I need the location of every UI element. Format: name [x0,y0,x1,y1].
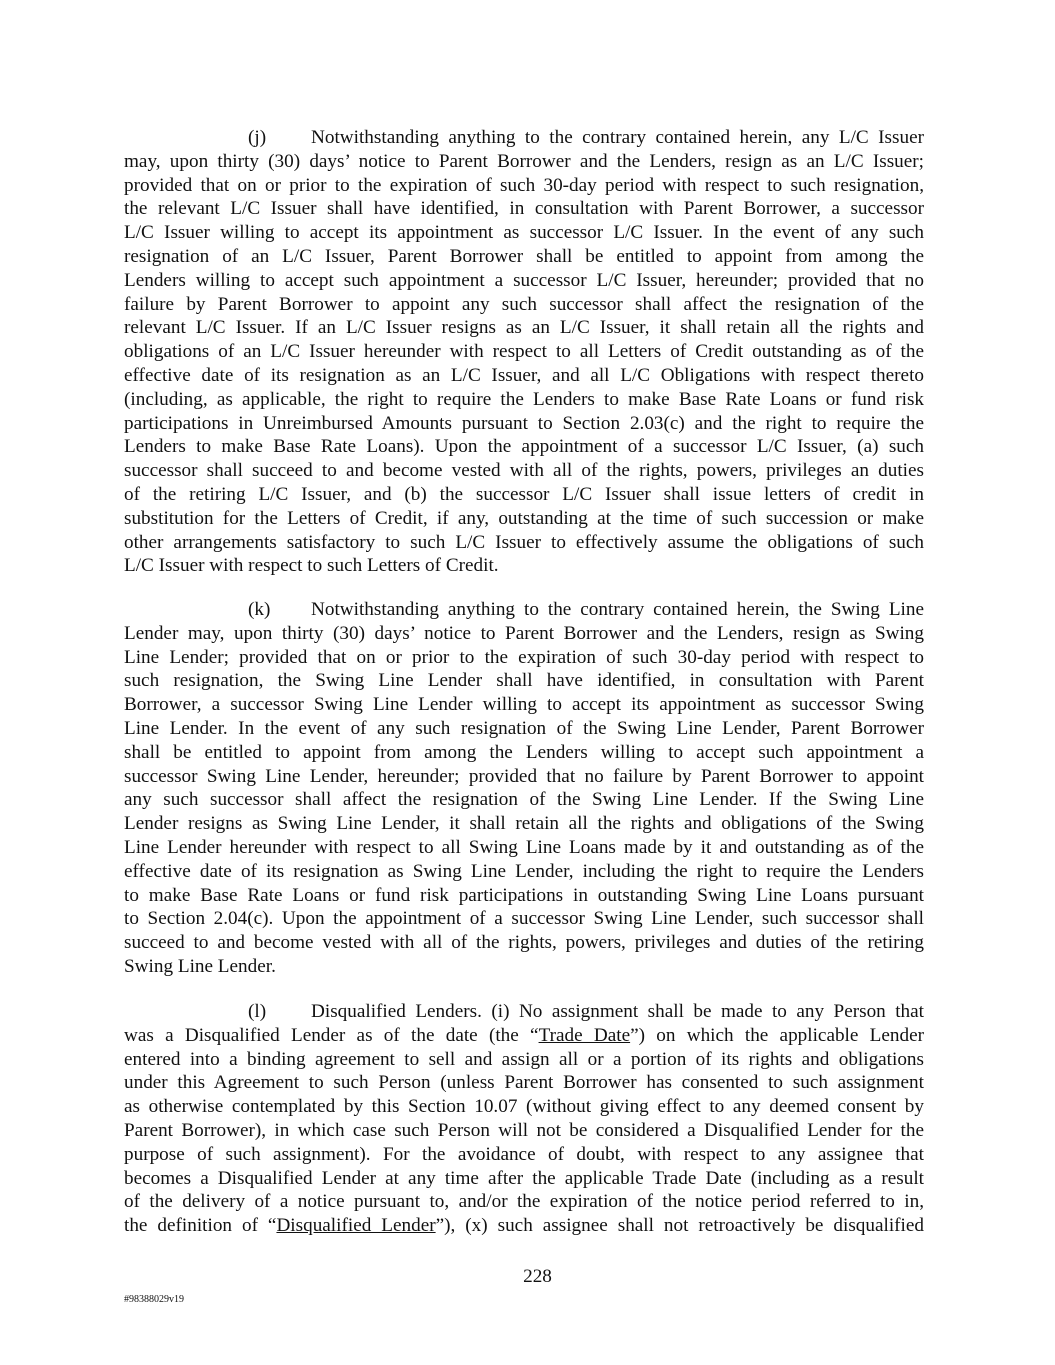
text-line: Borrower, a successor Swing Line Lender willing to accept its appointment as successor Swing [124,694,924,716]
paragraph-label: (l) [248,1001,267,1022]
text-line: purpose of such assignment). For the avoidance of doubt, with respect to any assignee that [124,1143,924,1165]
text-line: (including, as applicable, the right to require the Lenders to make Base Rate Loans or fund risk [124,388,924,410]
text-line: may, upon thirty (30) days’ notice to Parent Borrower and the Lenders, resign as an L/C Issuer; [124,150,924,172]
text-line: provided that on or prior to the expiration of such 30-day period with respect to such resignation, [124,174,924,196]
text-line: Lenders willing to accept such appointment a successor L/C Issuer, hereunder; provided that no [124,269,924,291]
text-line: Line Lender hereunder with respect to all Swing Line Loans made by it and outstanding as of the [124,836,924,858]
text-line: effective date of its resignation as an L/C Issuer, and all L/C Obligations with respect thereto [124,364,924,386]
paragraph-j [124,126,924,578]
text-line: succeed to and become vested with all of the rights, powers, privileges and duties of the retiring [124,932,924,954]
line-segment: ”), (x) such assignee shall not retroactively be disqualified [435,1215,925,1237]
text-line: of the delivery of a notice pursuant to, and/or the expiration of the notice period referred to in, [124,1191,924,1213]
text-line: other arrangements satisfactory to such L/C Issuer to effectively assume the obligations of such [124,531,924,553]
paragraph-k [124,598,924,979]
text-line [124,1024,924,1048]
paragraph-label: (k) [248,599,271,620]
text-line: entered into a binding agreement to sell and assign all or a portion of its rights and obligations [124,1048,924,1070]
text-line: Lenders to make Base Rate Loans). Upon the appointment of a successor L/C Issuer, (a) such [124,436,924,458]
page-number: 228 [523,1266,552,1287]
text-line: successor Swing Line Lender, hereunder; provided that no failure by Parent Borrower to appoint [124,765,924,787]
paragraph-first-line [124,598,924,622]
text-line: to make Base Rate Loans or fund risk participations in outstanding Swing Line Loans pursuant [124,884,924,906]
text-line: of the retiring L/C Issuer, and (b) the successor L/C Issuer shall issue letters of credit in [124,483,924,505]
text-line: successor shall succeed to and become vested with all of the rights, powers, privileges an duties [124,460,924,482]
text-line: Swing Line Lender. [124,955,276,977]
defined-term: Disqualified Lender [276,1215,436,1237]
text-line: Line Lender; provided that on or prior to the expiration of such 30-day period with respect to [124,646,924,668]
text-line: substitution for the Letters of Credit, if any, outstanding at the time of such succession or make [124,507,924,529]
text-line: becomes a Disqualified Lender at any time after the applicable Trade Date (including as a result [124,1167,924,1189]
paragraph-label: (j) [248,127,267,148]
text-line: Lender resigns as Swing Line Lender, it shall retain all the rights and obligations of the Swing [124,813,924,835]
text-line: relevant L/C Issuer. If an L/C Issuer resigns as an L/C Issuer, it shall retain all the rights and [124,317,924,339]
text-line: L/C Issuer with respect to such Letters of Credit. [124,555,499,577]
text-line: the relevant L/C Issuer shall have identified, in consultation with Parent Borrower, a successor [124,198,924,220]
text-line: participations in Unreimbursed Amounts pursuant to Section 2.03(c) and the right to require the [124,412,924,434]
defined-term: Trade Date [538,1024,631,1046]
text-line: under this Agreement to such Person (unless Parent Borrower has consented to such assignment [124,1072,924,1094]
line-segment: was a Disqualified Lender as of the date (the “ [124,1024,539,1046]
text-line: L/C Issuer willing to accept its appointment as successor L/C Issuer. In the event of any such [124,222,924,244]
text-line: any such successor shall affect the resignation of the Swing Line Lender. If the Swing Line [124,789,924,811]
paragraph-l [124,1000,924,1238]
paragraph-first-line [124,126,924,150]
text-line: obligations of an L/C Issuer hereunder with respect to all Letters of Credit outstanding as of the [124,341,924,363]
line-text: Notwithstanding anything to the contrary contained herein, the Swing Line [311,599,924,620]
paragraph-first-line [124,1000,924,1024]
text-line: effective date of its resignation as Swing Line Lender, including the right to require the Lenders [124,860,924,882]
line-segment: ”) on which the applicable Lender [630,1024,924,1046]
text-line: to Section 2.04(c). Upon the appointment of a successor Swing Line Lender, such successor shall [124,908,924,930]
text-line: such resignation, the Swing Line Lender shall have identified, in consultation with Parent [124,670,924,692]
text-line: shall be entitled to appoint from among the Lenders willing to accept such appointment a [124,741,924,763]
line-segment: the definition of “ [124,1215,277,1237]
document-id: #98388029v19 [124,1294,184,1305]
line-text: Disqualified Lenders. (i) No assignment shall be made to any Person that [311,1001,924,1022]
text-line: as otherwise contemplated by this Section 10.07 (without giving effect to any deemed consent by [124,1096,924,1118]
text-line [124,1214,924,1238]
text-line: resignation of an L/C Issuer, Parent Borrower shall be entitled to appoint from among the [124,245,924,267]
text-line: Line Lender. In the event of any such resignation of the Swing Line Lender, Parent Borrower [124,717,924,739]
text-line: Lender may, upon thirty (30) days’ notice to Parent Borrower and the Lenders, resign as Swing [124,622,924,644]
line-text: Notwithstanding anything to the contrary contained herein, any L/C Issuer [311,127,924,148]
text-line: failure by Parent Borrower to appoint any such successor shall affect the resignation of the [124,293,924,315]
text-line: Parent Borrower), in which case such Person will not be considered a Disqualified Lender for the [124,1119,924,1141]
